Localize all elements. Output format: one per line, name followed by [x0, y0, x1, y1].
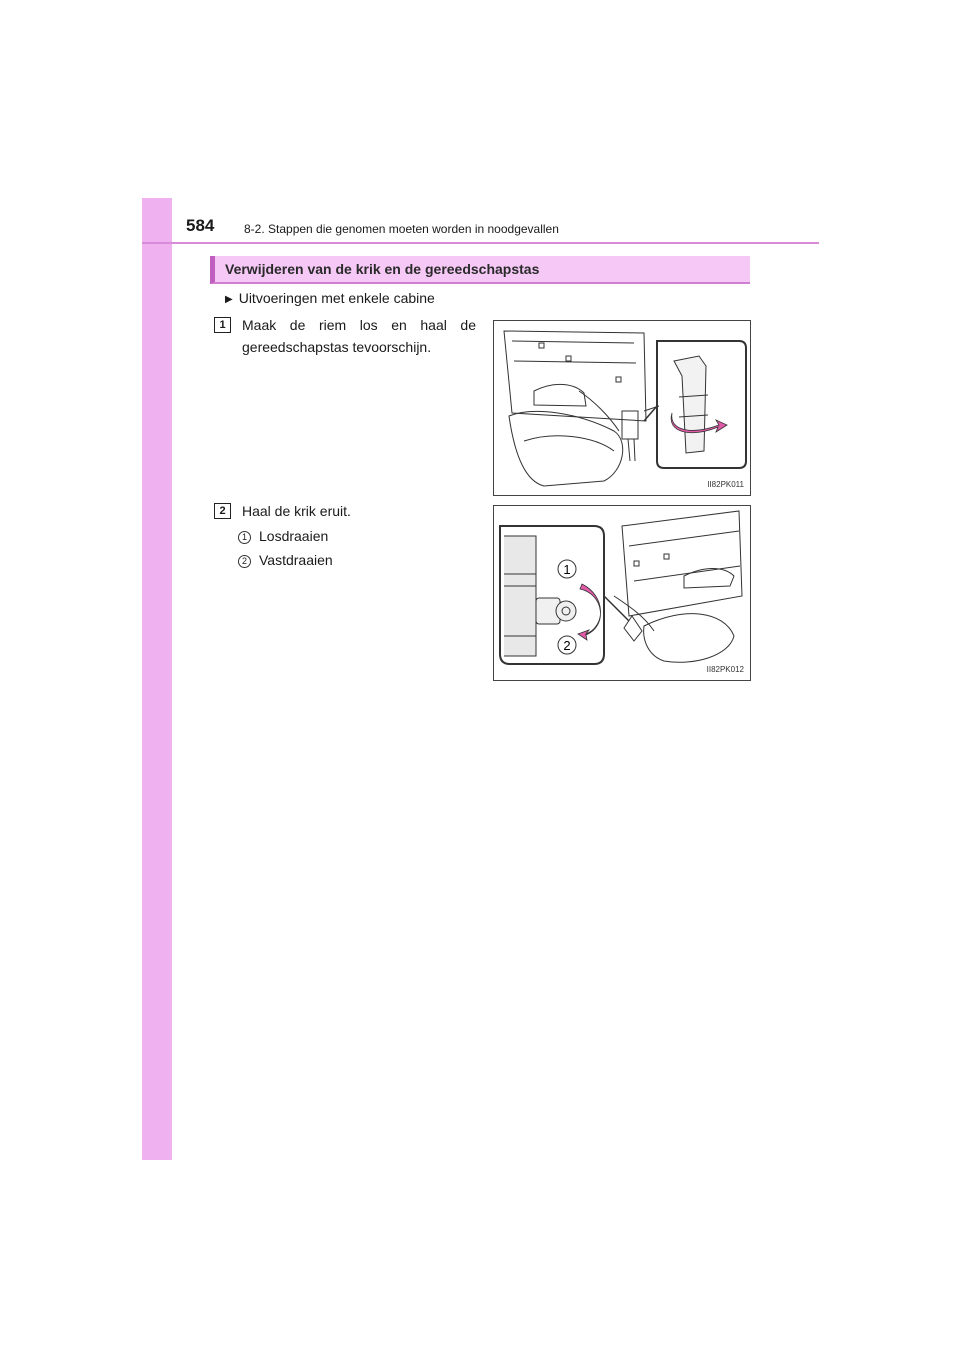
jack-illustration [494, 506, 750, 680]
section-title: Verwijderen van de krik en de gereedschapstas [225, 261, 540, 277]
figure-jack [493, 505, 751, 681]
circled-number-2: 2 [238, 555, 251, 568]
step-1-line-1: Maak de riem los en haal de [242, 317, 476, 333]
tool-bag-illustration [494, 321, 750, 495]
page-number: 584 [186, 216, 215, 235]
step-2-item-2-label: Vastdraaien [259, 552, 333, 568]
side-band [142, 198, 172, 1160]
step-2-item-1-label: Losdraaien [259, 528, 329, 544]
figure-code-1: II82PK011 [707, 480, 744, 489]
running-header: 8-2. Stappen die genomen moeten worden in noodgevallen [244, 222, 559, 236]
figure-code-2: II82PK012 [706, 665, 744, 674]
triangle-right-icon: ▶ [225, 294, 233, 305]
variant-label: Uitvoeringen met enkele cabine [238, 290, 435, 306]
figure-tool-bag [493, 320, 751, 496]
step-badge-1: 1 [214, 317, 231, 333]
circled-number-1: 1 [238, 531, 251, 544]
step-1-line-2: gereedschapstas tevoorschijn. [242, 339, 432, 355]
step-2-item-1 [238, 528, 328, 545]
step-2-item-2 [238, 552, 333, 569]
variant-line [225, 290, 435, 306]
step-1-text [242, 314, 476, 358]
step-badge-2: 2 [214, 503, 231, 519]
header-rule [142, 242, 819, 244]
callout-2: 2 [563, 638, 571, 653]
callout-1: 1 [563, 562, 571, 577]
step-2-text: Haal de krik eruit. [242, 503, 351, 519]
section-title-bar [210, 256, 750, 284]
